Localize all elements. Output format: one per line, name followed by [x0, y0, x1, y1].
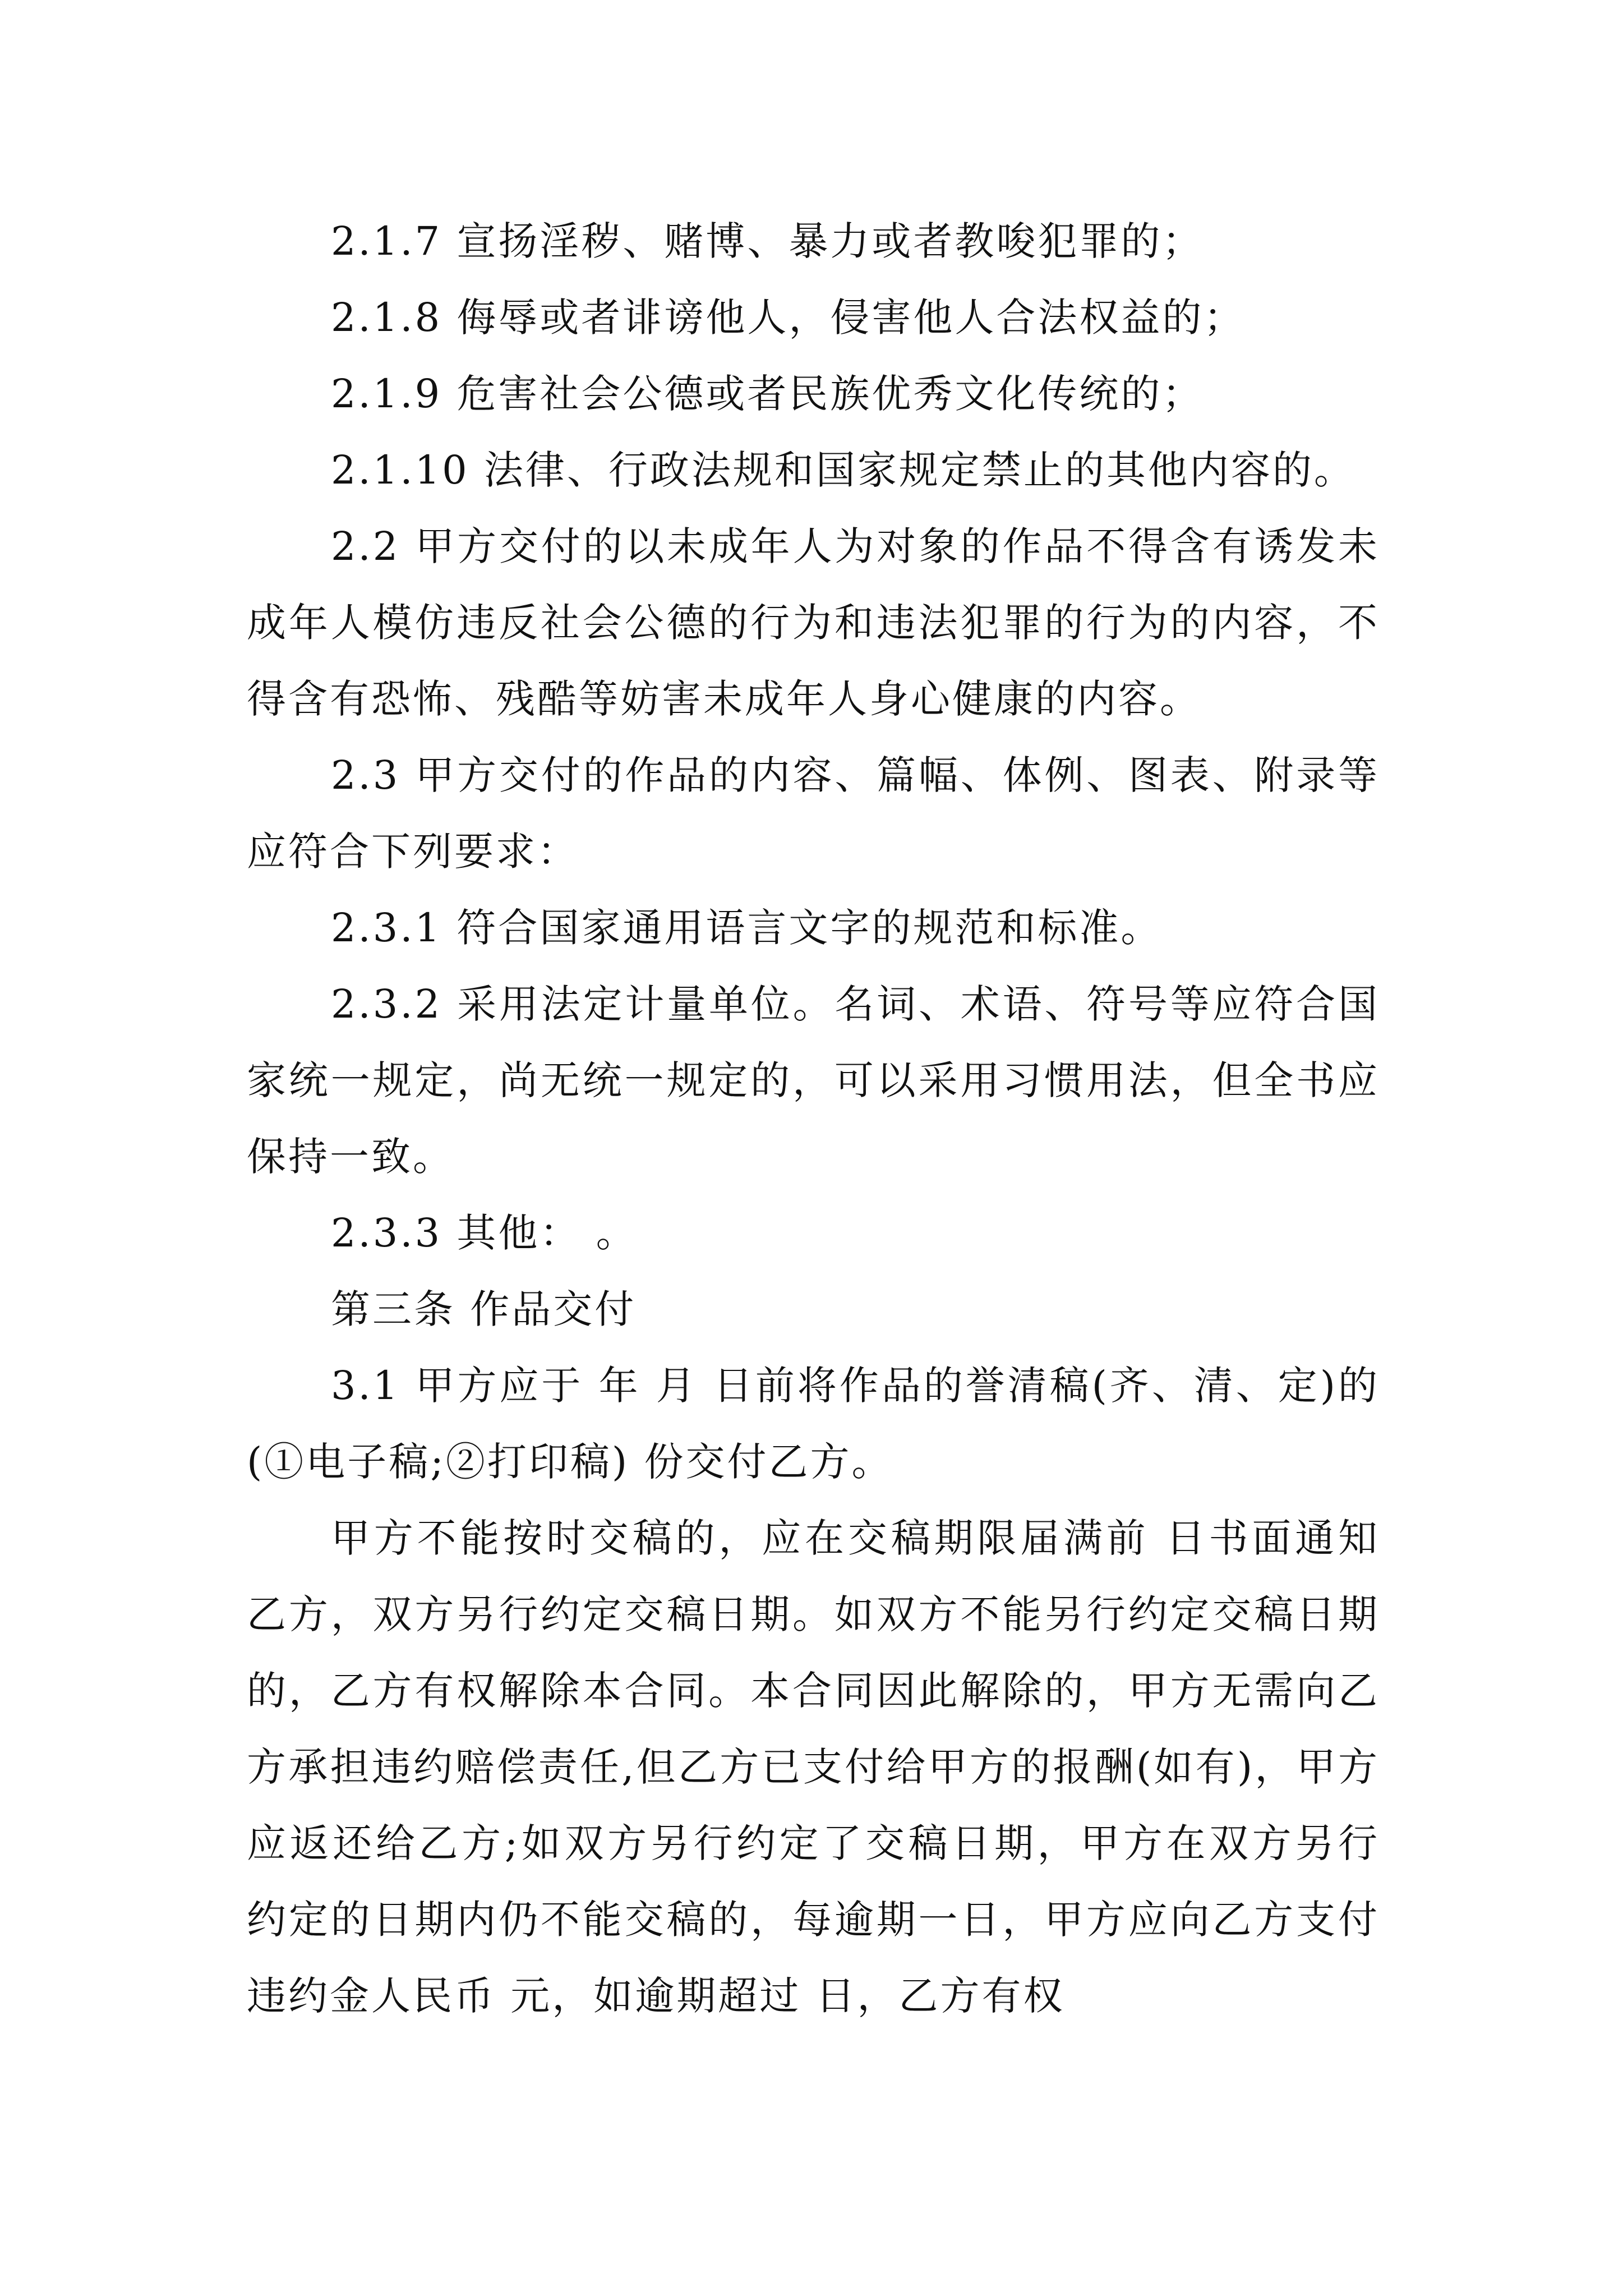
clause-2-2: 2.2 甲方交付的以未成年人为对象的作品不得含有诱发未成年人模仿违反社会公德的行为和违法犯罪的行为的内容，不得含有恐怖、残酷等妨害未成年人身心健康的内容。: [247, 523, 1380, 722]
clause-2-3-3: 2.3.3 其他： 。: [331, 1210, 638, 1256]
clause-2-1-8: 2.1.8 侮辱或者诽谤他人，侵害他人合法权益的；: [331, 295, 1246, 341]
clause-2-1-9: 2.1.9 危害社会公德或者民族优秀文化传统的；: [331, 371, 1204, 417]
article-3-heading: 第三条 作品交付: [331, 1286, 637, 1332]
document-body: [247, 203, 1380, 2034]
clause-2-3: 2.3 甲方交付的作品的内容、篇幅、体例、图表、附录等应符合下列要求：: [247, 752, 1380, 875]
clause-3-1-late-delivery: 甲方不能按时交稿的，应在交稿期限届满前 日书面通知乙方，双方另行约定交稿日期。如双方不能另行约定交稿日期的，乙方有权解除本合同。本合同因此解除的，甲方无需向乙方承担违约赔偿责任,但乙方已支付给甲方的报酬(如有)，甲方应返还给乙方;如双方另行约定了交稿日期，甲方在双方另行约定的日期内仍不能交稿的，每逾期一日，甲方应向乙方支付违约金人民币 元，如逾期超过 日，乙方有权: [247, 1515, 1380, 2019]
clause-2-3-1: 2.3.1 符合国家通用语言文字的规范和标准。: [331, 905, 1163, 951]
clause-3-1: 3.1 甲方应于 年 月 日前将作品的誉清稿(齐、清、定)的 (①电子稿;②打印稿) 份交付乙方。: [247, 1363, 1380, 1485]
clause-2-1-7: 2.1.7 宣扬淫秽、赌博、暴力或者教唆犯罪的；: [331, 218, 1204, 264]
clause-2-3-2: 2.3.2 采用法定计量单位。名词、术语、符号等应符合国家统一规定，尚无统一规定的，可以采用习惯用法，但全书应保持一致。: [247, 981, 1380, 1180]
clause-2-1-10: 2.1.10 法律、行政法规和国家规定禁止的其他内容的。: [331, 447, 1355, 493]
